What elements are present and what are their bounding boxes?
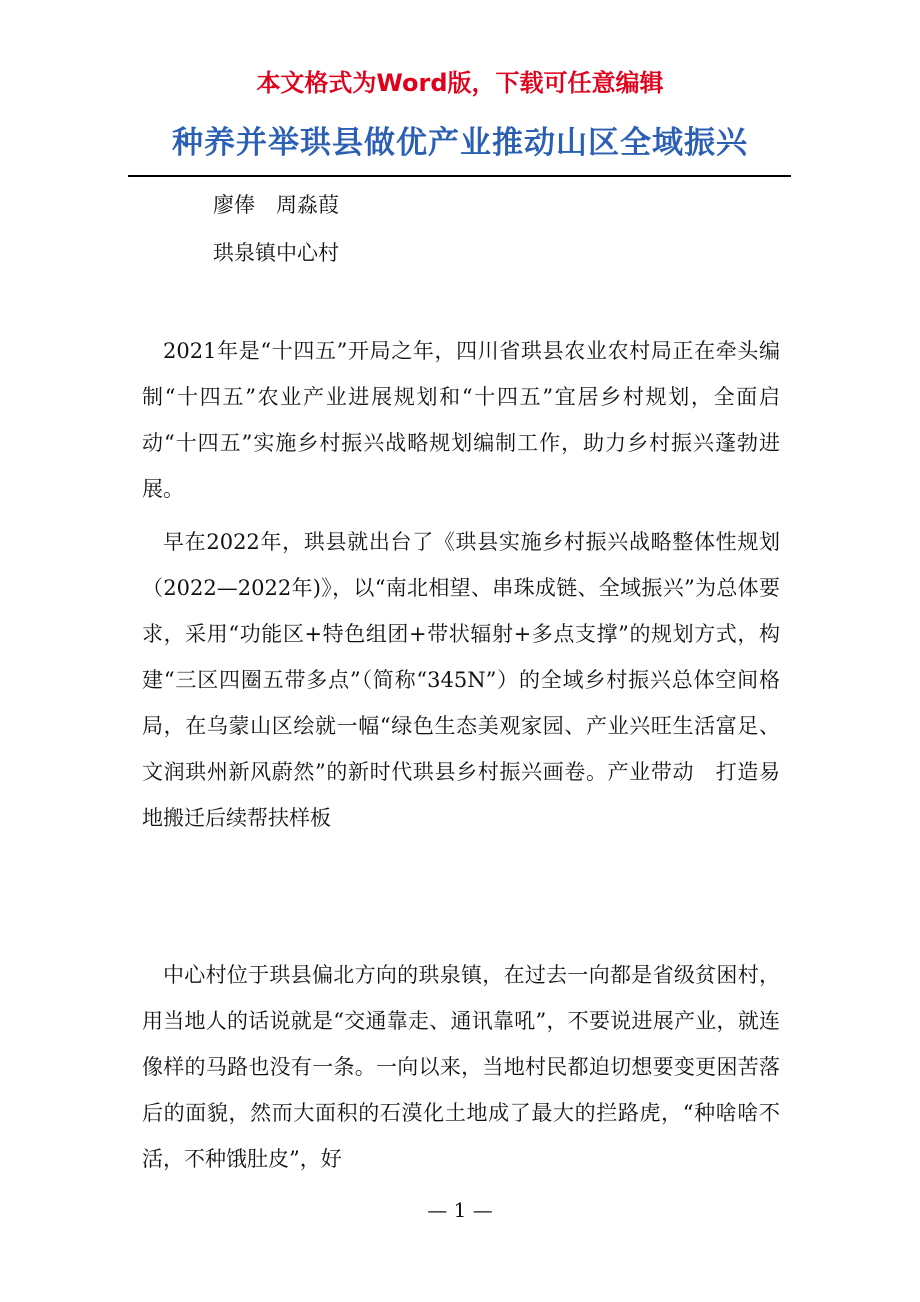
- author-names: 廖俸 周淼葭: [213, 193, 339, 217]
- body-paragraph-1: 2021年是“十四五”开局之年，四川省珙县农业农村局正在牵头编制“十四五”农业产业进展规划和“十四五”宜居乡村规划，全面启动“十四五”实施乡村振兴战略规划编制工作，助力乡村振兴蓬勃进展。: [142, 339, 780, 501]
- download-notice-banner: 本文格式为Word版，下载可任意编辑: [256, 69, 664, 97]
- body-paragraph-2: 早在2022年，珙县就出台了《珙县实施乡村振兴战略整体性规划（2022—2022年)》，以“南北相望、串珠成链、全域振兴”为总体要求，采用“功能区+特色组团+带状辐射+多点支撑”的规划方式，构建“三区四圈五带多点”（简称“345N”）的全域乡村振兴总体空间格局，在乌蒙山区绘就一幅“绿色生态美观家园、产业兴旺生活富足、文润珙州新风蔚然”的新时代珙县乡村振兴画卷。产业带动 打造易地搬迁后续帮扶样板: [142, 530, 780, 830]
- article-title: 种养并举珙县做优产业推动山区全域振兴: [172, 125, 748, 161]
- author-organization: 珙泉镇中心村: [213, 241, 339, 265]
- title-divider: [128, 175, 791, 177]
- body-paragraph-3: 中心村位于珙县偏北方向的珙泉镇，在过去一向都是省级贫困村，用当地人的话说就是“交通靠走、通讯靠吼”，不要说进展产业，就连像样的马路也没有一条。一向以来，当地村民都迫切想要变更困苦落后的面貌，然而大面积的石漠化土地成了最大的拦路虎，“种啥啥不活，不种饿肚皮”，好: [142, 963, 780, 1171]
- page-number: — 1 —: [427, 1198, 493, 1222]
